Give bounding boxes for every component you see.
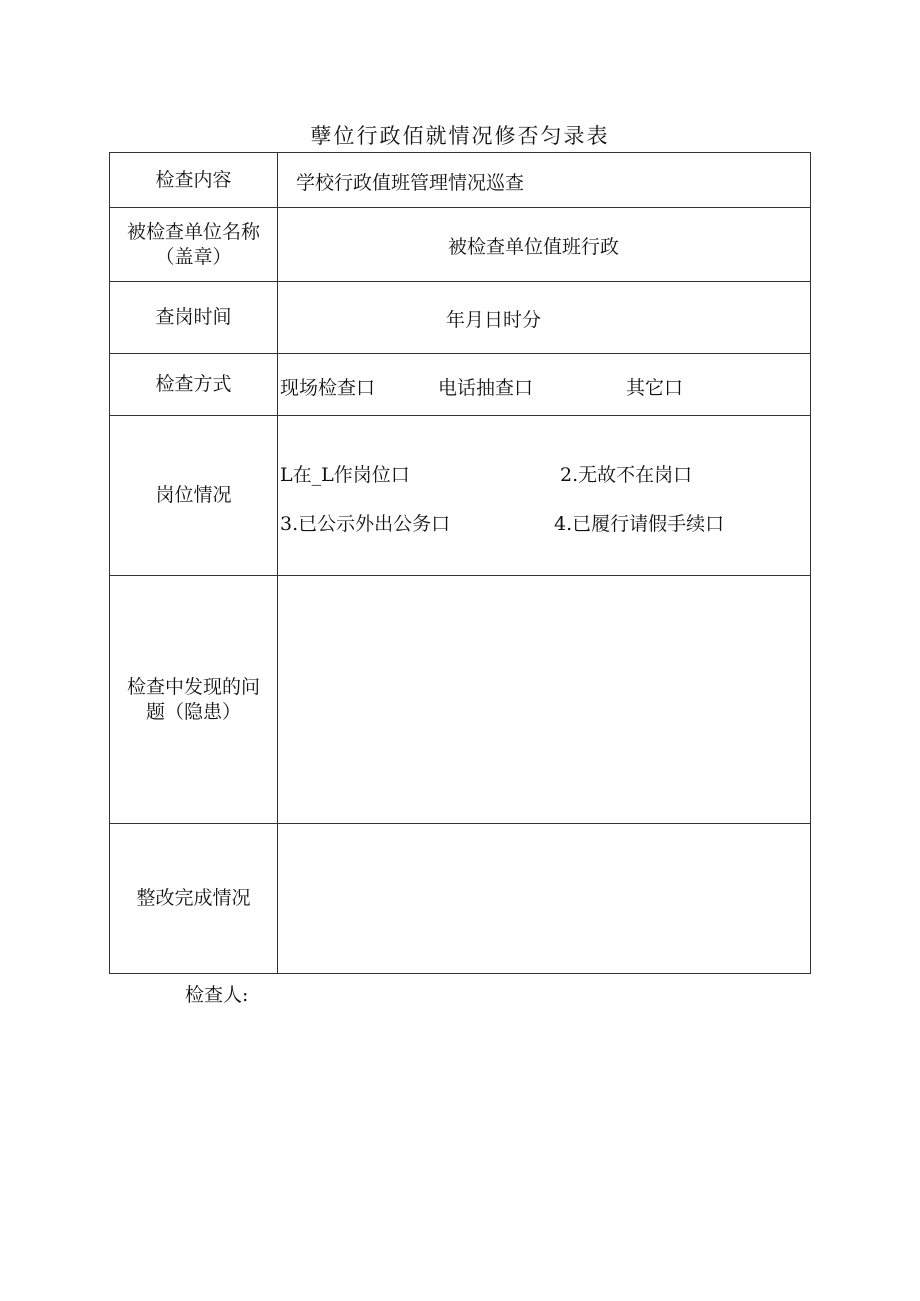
label-inspection-content: 检查内容 — [110, 153, 278, 208]
inspection-form-table — [109, 152, 811, 974]
label-inspected-unit-line1: 被检查单位名称 — [126, 220, 260, 243]
label-problems-found-line2: 题（隐患） — [145, 700, 241, 723]
cell-post-status — [278, 416, 811, 576]
label-inspected-unit — [110, 208, 278, 282]
method-option-onsite[interactable]: 现场检查口 — [280, 377, 376, 399]
row-check-method — [110, 354, 811, 416]
value-inspection-content: 学校行政值班管理情况巡查 — [296, 172, 525, 194]
value-check-time: 年月日时分 — [446, 309, 542, 331]
label-problems-found — [110, 576, 278, 824]
cell-check-time — [278, 282, 811, 354]
cell-inspection-content — [278, 153, 811, 208]
label-post-status: 岗位情况 — [110, 416, 278, 576]
cell-check-method — [278, 354, 811, 416]
cell-problems-found[interactable] — [278, 576, 811, 824]
post-option-absent[interactable]: 2.无故不在岗口 — [560, 464, 693, 486]
cell-rectification[interactable] — [278, 824, 811, 974]
value-inspected-unit: 被检查单位值班行政 — [448, 236, 620, 258]
post-option-on-duty[interactable]: L在_L作岗位口 — [280, 464, 410, 486]
method-option-other[interactable]: 其它口 — [626, 377, 684, 399]
cell-inspected-unit — [278, 208, 811, 282]
row-inspected-unit — [110, 208, 811, 282]
label-problems-found-line1: 检查中发现的问 — [126, 675, 260, 698]
post-option-official-out[interactable]: 3.已公示外出公务口 — [280, 513, 451, 535]
row-problems-found — [110, 576, 811, 824]
post-option-leave[interactable]: 4.已履行请假手续口 — [554, 513, 725, 535]
row-check-time — [110, 282, 811, 354]
row-post-status — [110, 416, 811, 576]
row-inspection-content — [110, 153, 811, 208]
label-rectification: 整改完成情况 — [110, 824, 278, 974]
row-rectification — [110, 824, 811, 974]
label-check-method: 检查方式 — [110, 354, 278, 416]
method-option-phone[interactable]: 电话抽查口 — [438, 377, 534, 399]
label-inspected-unit-line2: （盖章） — [155, 245, 232, 268]
inspector-label: 检查人: — [185, 984, 249, 1006]
document-title: 孽位行政佰就情况修否匀录表 — [310, 124, 610, 148]
label-check-time: 查岗时间 — [110, 282, 278, 354]
